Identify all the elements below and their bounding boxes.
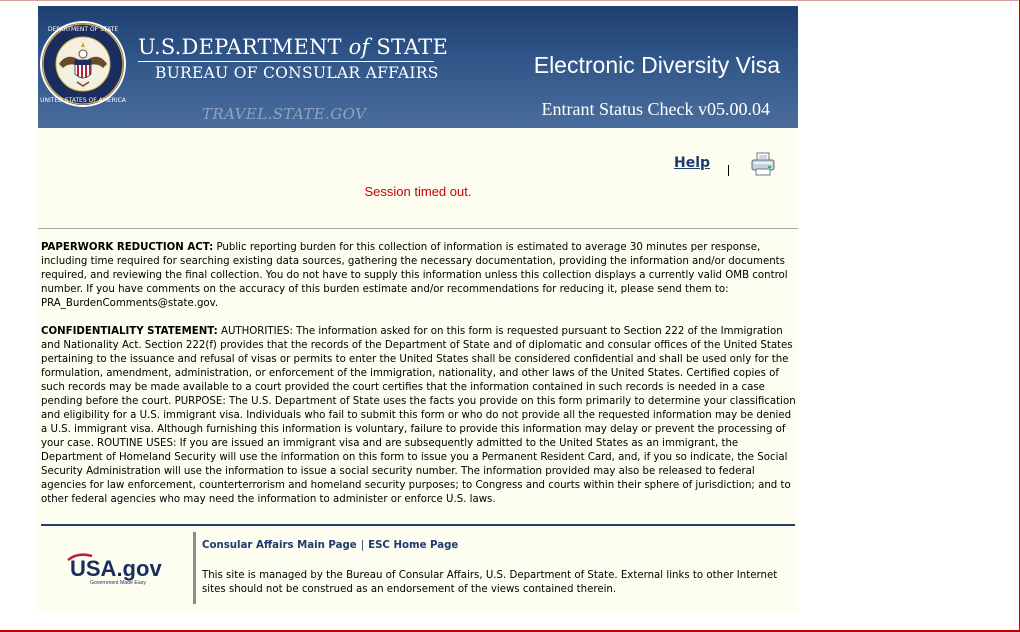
session-timeout-message: Session timed out. <box>364 184 472 199</box>
footer-vertical-rule <box>193 532 196 604</box>
top-divider <box>38 228 798 229</box>
department-title-rule <box>138 61 434 62</box>
footer-links <box>202 540 458 551</box>
bureau-subtitle: BUREAU OF CONSULAR AFFAIRS <box>155 64 439 82</box>
printer-icon[interactable] <box>750 152 776 176</box>
toolbar-separator <box>728 165 729 176</box>
footer-divider <box>41 524 795 526</box>
paperwork-reduction-section <box>41 241 797 311</box>
confidentiality-section <box>41 325 797 507</box>
consular-affairs-main-link[interactable]: Consular Affairs Main Page <box>202 540 357 551</box>
department-seal-icon <box>39 20 127 108</box>
usa-gov-logo[interactable] <box>62 550 174 586</box>
header-banner <box>38 6 798 128</box>
travel-state-gov-label: TRAVEL.STATE.GOV <box>202 105 367 123</box>
paperwork-reduction-heading: PAPERWORK REDUCTION ACT: <box>41 242 214 253</box>
footer-link-separator: | <box>360 540 365 551</box>
app-title: Electronic Diversity Visa <box>533 52 780 78</box>
page-container <box>38 6 798 612</box>
paperwork-reduction-text: Public reporting burden for this collection of information is estimated to average 30 minutes per response, including time required for searching existing data sources, gathering the necessary documentation, providing the information and/or documents required, and reviewing the final collection. You do not have to supply this information unless this collection displays a currently valid OMB control number. If you have comments on the accuracy of this burden estimate and/or recommendations for reducing it, please send them to: PRA_BurdenComments@state.gov. <box>41 242 788 309</box>
svg-text:DEPARTMENT OF STATE: DEPARTMENT OF STATE <box>47 26 119 33</box>
svg-text:Government Made Easy: Government Made Easy <box>90 580 146 586</box>
window-top-edge <box>0 0 1020 1</box>
esc-home-link[interactable]: ESC Home Page <box>368 540 459 551</box>
footer-disclaimer: This site is managed by the Bureau of Consular Affairs, U.S. Department of State. External links to other Internet sites should not be construed as an endorsement of the views contained therein. <box>202 570 778 595</box>
help-link[interactable]: Help <box>674 155 711 171</box>
app-subtitle: Entrant Status Check v05.00.04 <box>541 99 770 119</box>
department-title: U.S.DEPARTMENT of STATE <box>138 35 448 59</box>
confidentiality-text: AUTHORITIES: The information asked for on this form is requested pursuant to Section 222 of the Immigration and Nationality Act. Section 222(f) provides that the records of the Department of State and of diplomatic and consular offices of the United States pertaining to the issuance and refusal of visas or permits to enter the United States shall be considered confidential and shall be used only for the formulation, amendment, administration, or enforcement of the immigration, nationality, and other laws of the United States. Certified copies of such records may be made available to a court provided the court certifies that the information contained in such records is needed in a case pending before the court. PURPOSE: The U.S. Department of State uses the facts you provide on this form primarily to determine your classification and eligibility for a U.S. immigrant visa. Individuals who fail to submit this form or who do not provide all the requested information may be denied a U.S. immigrant visa. Although furnishing this information is voluntary, failure to provide this information may delay or prevent the processing of your case. ROUTINE USES: If you are issued an immigrant visa and are subsequently admitted to the United States as an immigrant, the Department of Homeland Security will use the information on this form to issue you a Permanent Resident Card, and, if you so indicate, the Social Security Administration will use the information to issue a social security number. The information provided may also be released to federal agencies for law enforcement, counterterrorism and homeland security purposes; to Congress and courts within their sphere of jurisdiction; and to other federal agencies who may need the information to administer or enforce U.S. laws. <box>41 326 796 505</box>
svg-text:USA.gov: USA.gov <box>70 556 162 581</box>
svg-text:UNITED STATES OF AMERICA: UNITED STATES OF AMERICA <box>40 97 126 104</box>
department-title-block <box>138 35 448 82</box>
confidentiality-heading: CONFIDENTIALITY STATEMENT: <box>41 326 218 337</box>
